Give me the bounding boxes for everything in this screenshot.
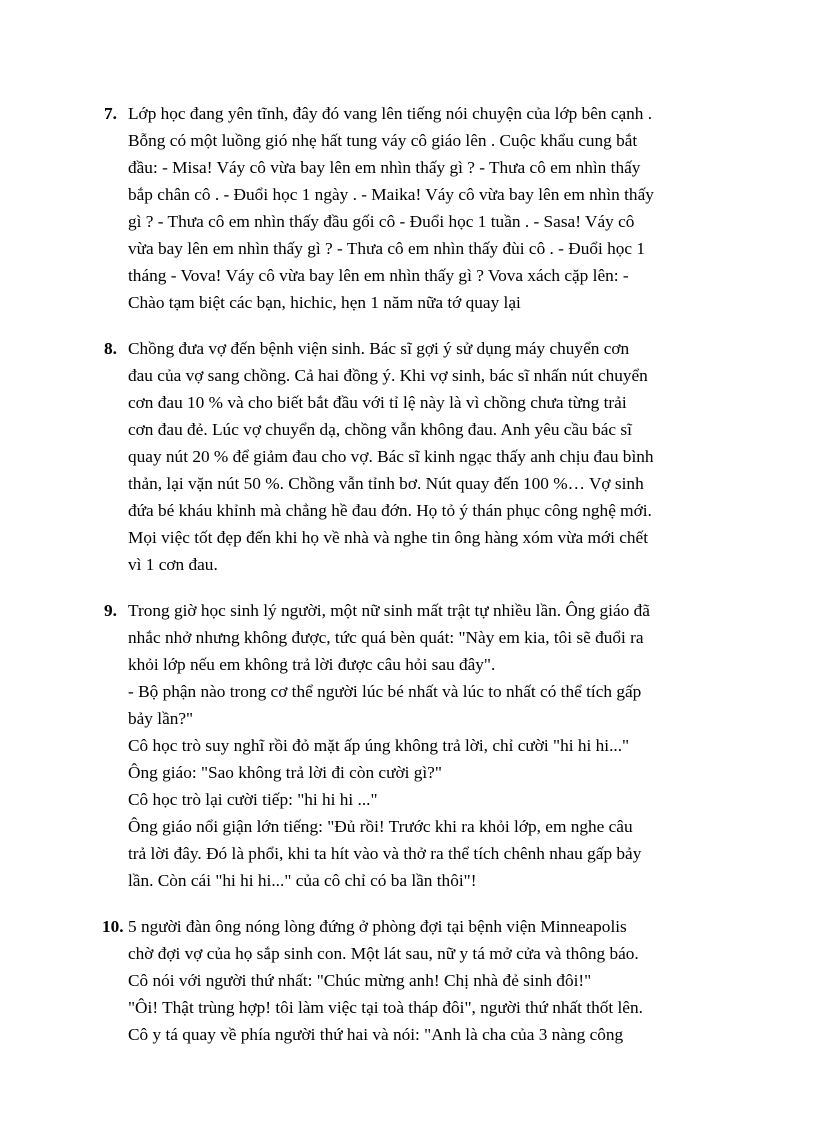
text-line: Trong giờ học sinh lý người, một nữ sinh mất trật tự nhiều lần. Ông giáo đã bbox=[128, 601, 650, 620]
text-line: Lớp học đang yên tĩnh, đây đó vang lên tiếng nói chuyện của lớp bên cạnh . bbox=[128, 104, 653, 123]
text-line: Cô y tá quay về phía người thứ hai và nói: "Anh là cha của 3 nàng công bbox=[128, 1025, 624, 1044]
item-number: 7. bbox=[104, 104, 117, 123]
text-line: lần. Còn cái "hi hi hi..." của cô chỉ có ba lần thôi"! bbox=[128, 871, 477, 890]
item-text bbox=[128, 913, 738, 1048]
text-line: trả lời đây. Đó là phổi, khi ta hít vào và thở ra thể tích chênh nhau gấp bảy bbox=[128, 844, 642, 863]
text-line: vừa bay lên em nhìn thấy gì ? - Thưa cô em nhìn thấy đùi cô . - Đuổi học 1 bbox=[128, 239, 646, 258]
item-text bbox=[128, 100, 738, 316]
item-number: 9. bbox=[104, 601, 117, 620]
text-line: bảy lần?" bbox=[128, 709, 194, 728]
item-text bbox=[128, 597, 738, 894]
text-line: - Bộ phận nào trong cơ thể người lúc bé nhất và lúc to nhất có thể tích gấp bbox=[128, 682, 642, 701]
text-line: Ông giáo: "Sao không trả lời đi còn cười gì?" bbox=[128, 763, 442, 782]
text-line: quay nút 20 % để giảm đau cho vợ. Bác sĩ kinh ngạc thấy anh chịu đau bình bbox=[128, 447, 654, 466]
text-line: bắp chân cô . - Đuổi học 1 ngày . - Maika! Váy cô vừa bay lên em nhìn thấy bbox=[128, 185, 654, 204]
text-line: cơn đau đẻ. Lúc vợ chuyển dạ, chồng vẫn không đau. Anh yêu cầu bác sĩ bbox=[128, 420, 632, 439]
text-line: Chồng đưa vợ đến bệnh viện sinh. Bác sĩ gợi ý sử dụng máy chuyển cơn bbox=[128, 339, 630, 358]
item-number: 10. bbox=[102, 917, 124, 936]
text-line: Ông giáo nổi giận lớn tiếng: "Đủ rồi! Trước khi ra khỏi lớp, em nghe câu bbox=[128, 817, 633, 836]
item-number: 8. bbox=[104, 339, 117, 358]
text-line: đau của vợ sang chồng. Cả hai đồng ý. Khi vợ sinh, bác sĩ nhấn nút chuyển bbox=[128, 366, 648, 385]
text-line: vì 1 cơn đau. bbox=[128, 555, 218, 574]
text-line: "Ôi! Thật trùng hợp! tôi làm việc tại toà tháp đôi", người thứ nhất thốt lên. bbox=[128, 998, 643, 1017]
text-line: gì ? - Thưa cô em nhìn thấy đầu gối cô - Đuổi học 1 tuần . - Sasa! Váy cô bbox=[128, 212, 635, 231]
list-item-7 bbox=[104, 100, 738, 316]
text-line: cơn đau 10 % và cho biết bắt đầu với tỉ lệ này là vì chồng chưa từng trải bbox=[128, 393, 627, 412]
text-line: Chào tạm biệt các bạn, hichic, hẹn 1 năm nữa tớ quay lại bbox=[128, 293, 521, 312]
text-line: Cô học trò lại cười tiếp: "hi hi hi ..." bbox=[128, 790, 378, 809]
text-line: khỏi lớp nếu em không trả lời được câu hỏi sau đây". bbox=[128, 655, 496, 674]
text-line: đầu: - Misa! Váy cô vừa bay lên em nhìn thấy gì ? - Thưa cô em nhìn thấy bbox=[128, 158, 641, 177]
text-line: Cô học trò suy nghĩ rồi đỏ mặt ấp úng không trả lời, chỉ cười "hi hi hi..." bbox=[128, 736, 630, 755]
text-line: chờ đợi vợ của họ sắp sinh con. Một lát sau, nữ y tá mở cửa và thông báo. bbox=[128, 944, 639, 963]
text-line: Bỗng có một luồng gió nhẹ hất tung váy cô giáo lên . Cuộc khẩu cung bắt bbox=[128, 131, 638, 150]
text-line: tháng - Vova! Váy cô vừa bay lên em nhìn thấy gì ? Vova xách cặp lên: - bbox=[128, 266, 629, 285]
numbered-list bbox=[102, 100, 738, 1067]
item-text bbox=[128, 335, 738, 578]
list-item-10 bbox=[102, 913, 738, 1048]
text-line: 5 người đàn ông nóng lòng đứng ở phòng đợi tại bệnh viện Minneapolis bbox=[128, 917, 627, 936]
list-item-8 bbox=[104, 335, 738, 578]
text-line: Mọi việc tốt đẹp đến khi họ về nhà và nghe tin ông hàng xóm vừa mới chết bbox=[128, 528, 649, 547]
text-line: nhắc nhở nhưng không được, tức quá bèn quát: "Này em kia, tôi sẽ đuổi ra bbox=[128, 628, 644, 647]
text-line: Cô nói với người thứ nhất: "Chúc mừng anh! Chị nhà đẻ sinh đôi!" bbox=[128, 971, 592, 990]
list-item-9 bbox=[104, 597, 738, 894]
text-line: thản, lại vặn nút 50 %. Chồng vẫn tỉnh bơ. Nút quay đến 100 %… Vợ sinh bbox=[128, 474, 644, 493]
text-line: đứa bé kháu khỉnh mà chẳng hề đau đớn. Họ tỏ ý thán phục công nghệ mới. bbox=[128, 501, 652, 520]
